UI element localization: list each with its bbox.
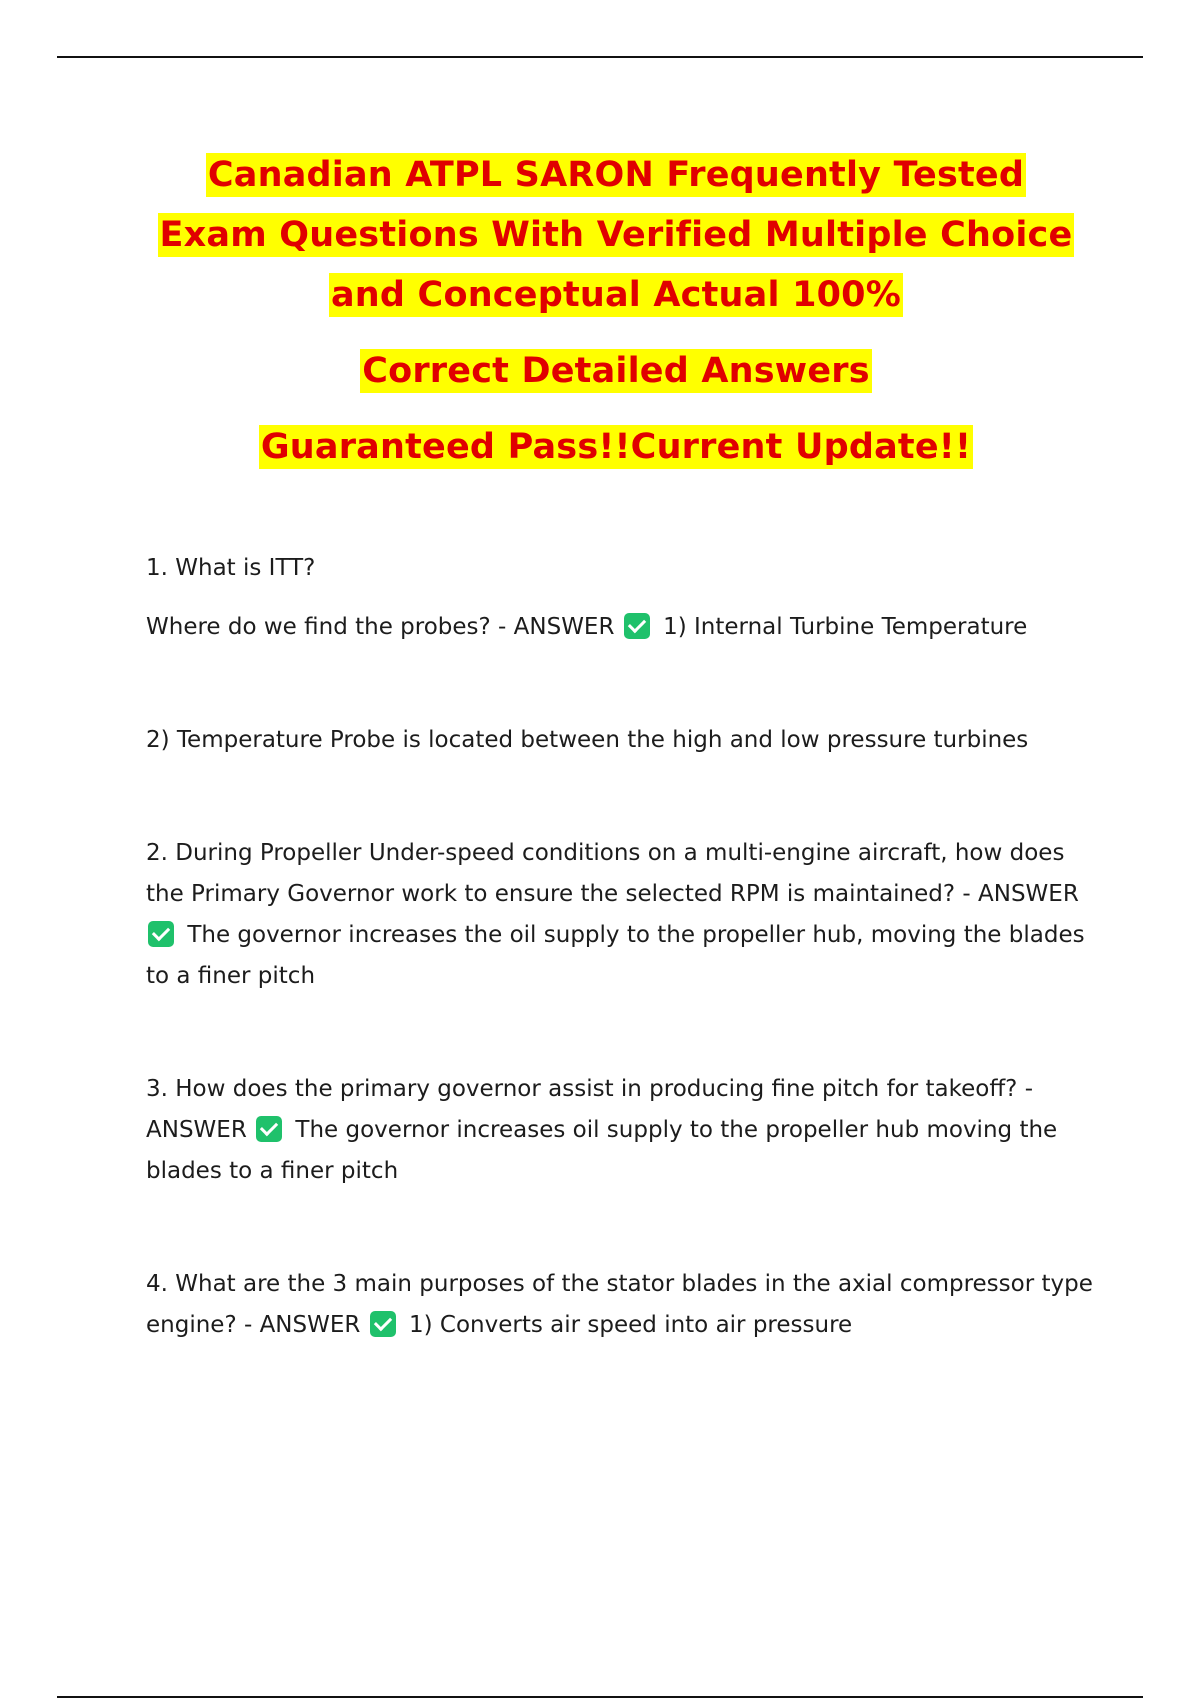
title-line-1: Canadian ATPL SARON Frequently Tested — [207, 155, 1025, 195]
header-rule — [57, 56, 1143, 58]
question-4: 4. What are the 3 main purposes of the stator blades in the axial compressor type engine? - ANSWER 1) Converts air speed into air pressure — [146, 1271, 1093, 1338]
title-line-3: and Conceptual Actual 100% — [330, 275, 902, 315]
check-mark-icon — [256, 1116, 282, 1142]
answer-1-part-1: 1) Internal Turbine Temperature — [663, 614, 1028, 640]
answer-1-part-2: 2) Temperature Probe is located between the high and low pressure turbines — [146, 727, 1029, 753]
answer-3: The governor increases oil supply to the propeller hub moving the blades to a finer pitch — [146, 1117, 1058, 1184]
title-line-4: Correct Detailed Answers — [362, 351, 870, 391]
document-title — [0, 148, 1200, 480]
title-line-5: Guaranteed Pass!!Current Update!! — [260, 427, 972, 467]
question-1-line-1: 1. What is ITT? — [146, 555, 316, 581]
footer-rule — [57, 1696, 1143, 1698]
title-line-2: Exam Questions With Verified Multiple Choice — [159, 215, 1073, 255]
check-mark-icon — [370, 1311, 396, 1337]
question-2: 2. During Propeller Under-speed conditions on a multi-engine aircraft, how does the Primary Governor work to ensure the selected RPM is maintained? - ANSWER The governor increases the oil supply to the propeller hub, moving the blades to a finer pitch — [146, 840, 1085, 989]
question-3: 3. How does the primary governor assist in producing fine pitch for takeoff? - ANSWER The governor increases oil supply to the propeller hub moving the blades to a finer pitch — [146, 1076, 1058, 1184]
check-mark-icon — [148, 921, 174, 947]
answer-4: 1) Converts air speed into air pressure — [409, 1312, 853, 1338]
answer-2: The governor increases the oil supply to the propeller hub, moving the blades to a finer pitch — [146, 922, 1085, 989]
check-mark-icon — [624, 613, 650, 639]
question-1-line-2: Where do we find the probes? - ANSWER 1) Internal Turbine Temperature — [146, 614, 1028, 640]
